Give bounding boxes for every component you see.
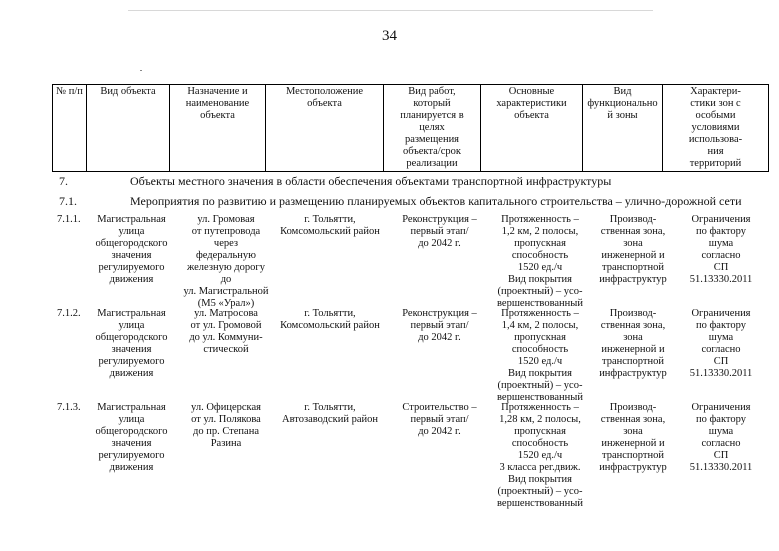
section-title: Объекты местного значения в области обеспечения объектами транспортной инфраструктуры bbox=[130, 174, 612, 188]
text-line: Вид покрытия bbox=[508, 474, 572, 485]
text-line: Основные bbox=[508, 86, 555, 97]
page-number: 34 bbox=[382, 28, 397, 44]
text-line: способность bbox=[511, 344, 569, 355]
text-line: шума bbox=[708, 332, 734, 343]
text-line: пропускная bbox=[514, 426, 566, 437]
cell-number bbox=[57, 214, 91, 226]
cell-location bbox=[268, 214, 392, 238]
text-line: наименование bbox=[185, 98, 250, 109]
cell-characteristics bbox=[488, 308, 592, 404]
text-line: согласно bbox=[701, 344, 741, 355]
section-number: 7.1. bbox=[59, 194, 77, 208]
text-line: Комсомольский район bbox=[280, 226, 380, 237]
text-line: регулируемого bbox=[98, 356, 165, 367]
text-line: Производ- bbox=[609, 402, 657, 413]
text-line: транспортной bbox=[602, 262, 664, 273]
text-line: объекта bbox=[514, 110, 549, 121]
cell-object-kind bbox=[87, 214, 176, 286]
cell-object-name bbox=[178, 402, 274, 450]
text-line: первый этап/ bbox=[410, 226, 469, 237]
text-line: ния bbox=[707, 146, 724, 157]
text-line: вершенствованный bbox=[497, 498, 583, 509]
text-line: стики зон с bbox=[690, 98, 741, 109]
text-line: Вид объекта bbox=[100, 86, 156, 97]
text-line: ул. Магистральной bbox=[183, 286, 269, 297]
text-line: Комсомольский район bbox=[280, 320, 380, 331]
text-line: объекта bbox=[200, 110, 235, 121]
text-line: по фактору bbox=[696, 320, 746, 331]
text-line: значения bbox=[111, 250, 152, 261]
text-line: шума bbox=[708, 238, 734, 249]
col-zone-header bbox=[583, 85, 663, 172]
text-line: транспортной bbox=[602, 356, 664, 367]
text-line: 7.1.3. bbox=[57, 402, 81, 413]
text-line: 1520 ед./ч bbox=[517, 262, 563, 273]
text-line: инженерной и bbox=[601, 344, 665, 355]
scan-speck bbox=[140, 70, 142, 71]
text-line: по фактору bbox=[696, 414, 746, 425]
text-line: инфраструктур bbox=[599, 368, 667, 379]
text-line: ул. Офицерская bbox=[191, 402, 261, 413]
text-line: Протяженность – bbox=[501, 402, 579, 413]
text-line: реализации bbox=[406, 158, 458, 169]
text-line: шума bbox=[708, 426, 734, 437]
text-line: Вид покрытия bbox=[508, 274, 572, 285]
text-line: Автозаводский район bbox=[282, 414, 378, 425]
text-line: до 2042 г. bbox=[418, 332, 461, 343]
text-line: от ул. Полякова bbox=[191, 414, 261, 425]
text-line: который bbox=[413, 98, 451, 109]
text-line: ственная зона, bbox=[600, 320, 666, 331]
text-line: Производ- bbox=[609, 308, 657, 319]
text-line: до bbox=[220, 274, 232, 285]
text-line: й зоны bbox=[607, 110, 638, 121]
text-line: территорий bbox=[689, 158, 742, 169]
text-line: размещения bbox=[404, 134, 460, 145]
section-number: 7. bbox=[59, 174, 68, 188]
text-line: Производ- bbox=[609, 214, 657, 225]
cell-location bbox=[268, 308, 392, 332]
text-line: от путепровода bbox=[191, 226, 261, 237]
text-line: ственная зона, bbox=[600, 226, 666, 237]
col-kind-header bbox=[87, 85, 170, 172]
text-line: инфраструктур bbox=[599, 274, 667, 285]
text-line: движения bbox=[109, 368, 154, 379]
text-line: особыми bbox=[695, 110, 736, 121]
text-line: 1520 ед./ч bbox=[517, 356, 563, 367]
text-line: через bbox=[213, 238, 239, 249]
col-characteristics-header bbox=[481, 85, 583, 172]
col-restrictions-header bbox=[663, 85, 769, 172]
text-line: движения bbox=[109, 462, 154, 473]
col-num-header bbox=[53, 85, 87, 172]
text-line: Вид покрытия bbox=[508, 368, 572, 379]
text-line: (проектный) – усо- bbox=[497, 486, 583, 497]
cell-object-kind bbox=[87, 402, 176, 474]
text-line: г. Тольятти, bbox=[304, 214, 356, 225]
cell-restrictions bbox=[674, 308, 768, 380]
cell-characteristics bbox=[488, 402, 592, 510]
text-line: Магистральная bbox=[97, 308, 166, 319]
text-line: № п/п bbox=[56, 86, 83, 97]
text-line: 3 класса рег.движ. bbox=[499, 462, 581, 473]
text-line: планируется в bbox=[400, 110, 464, 121]
cell-restrictions bbox=[674, 402, 768, 474]
section-title: Мероприятия по развитию и размещению планируемых объектов капитального строительства – улично-дорожной сети bbox=[130, 194, 742, 208]
text-line: Магистральная bbox=[97, 402, 166, 413]
text-line: движения bbox=[109, 274, 154, 285]
cell-number bbox=[57, 402, 91, 414]
text-line: Ограничения bbox=[691, 214, 751, 225]
text-line: объекта/срок bbox=[403, 146, 461, 157]
text-line: г. Тольятти, bbox=[304, 308, 356, 319]
text-line: 1,28 км, 2 полосы, bbox=[499, 414, 581, 425]
cell-characteristics bbox=[488, 214, 592, 310]
text-line: использова- bbox=[688, 134, 743, 145]
scan-edge-line bbox=[128, 10, 653, 11]
text-line: Протяженность – bbox=[501, 214, 579, 225]
text-line: 1,4 км, 2 полосы, bbox=[501, 320, 579, 331]
text-line: Ограничения bbox=[691, 402, 751, 413]
text-line: (проектный) – усо- bbox=[497, 380, 583, 391]
cell-number bbox=[57, 308, 91, 320]
text-line: 51.13330.2011 bbox=[689, 462, 753, 473]
text-line: пропускная bbox=[514, 238, 566, 249]
text-line: Реконструкция – bbox=[402, 214, 477, 225]
text-line: Ограничения bbox=[691, 308, 751, 319]
text-line: Назначение и bbox=[187, 86, 248, 97]
text-line: ственная зона, bbox=[600, 414, 666, 425]
text-line: СП bbox=[713, 262, 729, 273]
header-row bbox=[53, 85, 769, 172]
text-line: условиями bbox=[691, 122, 740, 133]
cell-object-kind bbox=[87, 308, 176, 380]
col-purpose-header bbox=[170, 85, 266, 172]
text-line: стической bbox=[203, 344, 249, 355]
table-header bbox=[52, 84, 769, 172]
text-line: регулируемого bbox=[98, 262, 165, 273]
text-line: железную дорогу bbox=[187, 262, 265, 273]
text-line: улица bbox=[118, 320, 145, 331]
text-line: Характери- bbox=[690, 86, 741, 97]
text-line: от ул. Громовой bbox=[190, 320, 262, 331]
text-line: первый этап/ bbox=[410, 320, 469, 331]
col-work-header bbox=[384, 85, 481, 172]
text-line: общегородского bbox=[95, 426, 168, 437]
text-line: согласно bbox=[701, 438, 741, 449]
text-line: Строительство – bbox=[402, 402, 477, 413]
text-line: Протяженность – bbox=[501, 308, 579, 319]
text-line: функционально bbox=[587, 98, 658, 109]
text-line: ул. Громовая bbox=[197, 214, 255, 225]
text-line: 51.13330.2011 bbox=[689, 368, 753, 379]
text-line: Разина bbox=[210, 438, 242, 449]
text-line: 1520 ед./ч bbox=[517, 450, 563, 461]
text-line: ул. Матросова bbox=[194, 308, 258, 319]
cell-location bbox=[268, 402, 392, 426]
text-line: инженерной и bbox=[601, 250, 665, 261]
text-line: Реконструкция – bbox=[402, 308, 477, 319]
text-line: зона bbox=[623, 426, 643, 437]
text-line: вершенствованный bbox=[497, 392, 583, 403]
text-line: федеральную bbox=[195, 250, 257, 261]
text-line: до 2042 г. bbox=[418, 426, 461, 437]
text-line: объекта bbox=[307, 98, 342, 109]
text-line: инфраструктур bbox=[599, 462, 667, 473]
cell-zone bbox=[592, 308, 674, 380]
text-line: зона bbox=[623, 238, 643, 249]
cell-zone bbox=[592, 214, 674, 286]
text-line: инженерной и bbox=[601, 438, 665, 449]
text-line: улица bbox=[118, 226, 145, 237]
col-location-header bbox=[266, 85, 384, 172]
text-line: Вид работ, bbox=[408, 86, 456, 97]
text-line: транспортной bbox=[602, 450, 664, 461]
text-line: характеристики bbox=[496, 98, 567, 109]
text-line: Местоположение bbox=[285, 86, 364, 97]
text-line: по фактору bbox=[696, 226, 746, 237]
cell-object-name bbox=[178, 214, 274, 310]
text-line: пропускная bbox=[514, 332, 566, 343]
cell-restrictions bbox=[674, 214, 768, 286]
text-line: СП bbox=[713, 450, 729, 461]
text-line: общегородского bbox=[95, 238, 168, 249]
text-line: г. Тольятти, bbox=[304, 402, 356, 413]
text-line: 7.1.1. bbox=[57, 214, 81, 225]
text-line: первый этап/ bbox=[410, 414, 469, 425]
text-line: (проектный) – усо- bbox=[497, 286, 583, 297]
text-line: до ул. Коммуни- bbox=[189, 332, 263, 343]
text-line: 51.13330.2011 bbox=[689, 274, 753, 285]
text-line: 7.1.2. bbox=[57, 308, 81, 319]
text-line: Магистральная bbox=[97, 214, 166, 225]
text-line: 1,2 км, 2 полосы, bbox=[501, 226, 579, 237]
text-line: (М5 «Урал») bbox=[197, 298, 255, 309]
text-line: значения bbox=[111, 438, 152, 449]
text-line: общегородского bbox=[95, 332, 168, 343]
cell-work-type bbox=[391, 308, 488, 344]
text-line: Вид bbox=[613, 86, 632, 97]
text-line: до 2042 г. bbox=[418, 238, 461, 249]
cell-work-type bbox=[391, 402, 488, 438]
cell-work-type bbox=[391, 214, 488, 250]
text-line: улица bbox=[118, 414, 145, 425]
text-line: вершенствованный bbox=[497, 298, 583, 309]
text-line: зона bbox=[623, 332, 643, 343]
text-line: значения bbox=[111, 344, 152, 355]
text-line: СП bbox=[713, 356, 729, 367]
text-line: согласно bbox=[701, 250, 741, 261]
text-line: способность bbox=[511, 250, 569, 261]
text-line: до пр. Степана bbox=[192, 426, 259, 437]
text-line: регулируемого bbox=[98, 450, 165, 461]
text-line: способность bbox=[511, 438, 569, 449]
cell-object-name bbox=[178, 308, 274, 356]
cell-zone bbox=[592, 402, 674, 474]
text-line: целях bbox=[419, 122, 445, 133]
